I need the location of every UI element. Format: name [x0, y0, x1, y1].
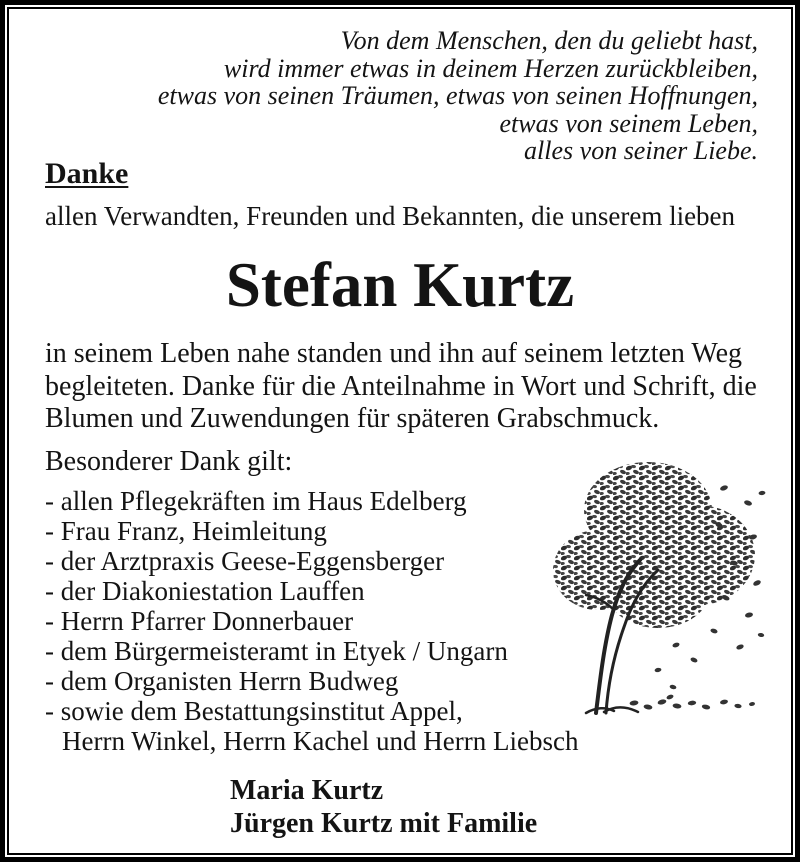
poem-line: Von dem Menschen, den du geliebt hast, — [340, 26, 758, 55]
signature-line: Jürgen Kurtz mit Familie — [230, 808, 538, 839]
tree-illustration — [548, 455, 768, 720]
paragraph-line: begleiteten. Danke für die Anteilnahme in Wort und Schrift, die — [45, 370, 757, 402]
poem-line: alles von seiner Liebe. — [524, 136, 758, 165]
paragraph-line: in seinem Leben nahe standen und ihn auf seinem letzten Weg — [45, 338, 743, 369]
list-item: - sowie dem Bestattungsinstitut Appel, — [45, 696, 463, 726]
list-item: - Herrn Pfarrer Donnerbauer — [45, 606, 354, 636]
list-item: - dem Bürgermeisteramt in Etyek / Ungarn — [45, 636, 508, 666]
thanks-paragraph — [45, 338, 757, 436]
special-thanks-heading: Besonderer Dank gilt: — [45, 446, 293, 477]
list-item-continuation: Herrn Winkel, Herrn Kachel und Herrn Liebsch — [62, 726, 579, 756]
thanks-heading: Danke — [45, 157, 129, 190]
poem-line: etwas von seinem Leben, — [499, 108, 758, 138]
deceased-name: Stefan Kurtz — [225, 250, 575, 320]
intro-line: allen Verwandten, Freunden und Bekannten, die unserem lieben — [45, 201, 736, 231]
special-thanks-list — [45, 486, 578, 756]
poem-line: wird immer etwas in deinem Herzen zurückbleiben, — [223, 53, 758, 83]
paragraph-line: Blumen und Zuwendungen für späteren Grabschmuck. — [45, 403, 660, 434]
list-item: - der Arztpraxis Geese-Eggensberger — [45, 546, 445, 576]
poem-line: etwas von seinen Träumen, etwas von seinen Hoffnungen, — [157, 81, 758, 110]
memorial-poem — [158, 27, 758, 165]
list-item: - Frau Franz, Heimleitung — [45, 516, 327, 546]
signature-block — [230, 774, 537, 840]
list-item: - allen Pflegekräften im Haus Edelberg — [45, 486, 467, 516]
list-item: - dem Organisten Herrn Budweg — [45, 666, 399, 696]
list-item: - der Diakoniestation Lauffen — [45, 576, 365, 606]
ground-leaves — [629, 694, 755, 710]
signature-line: Maria Kurtz — [230, 775, 384, 806]
